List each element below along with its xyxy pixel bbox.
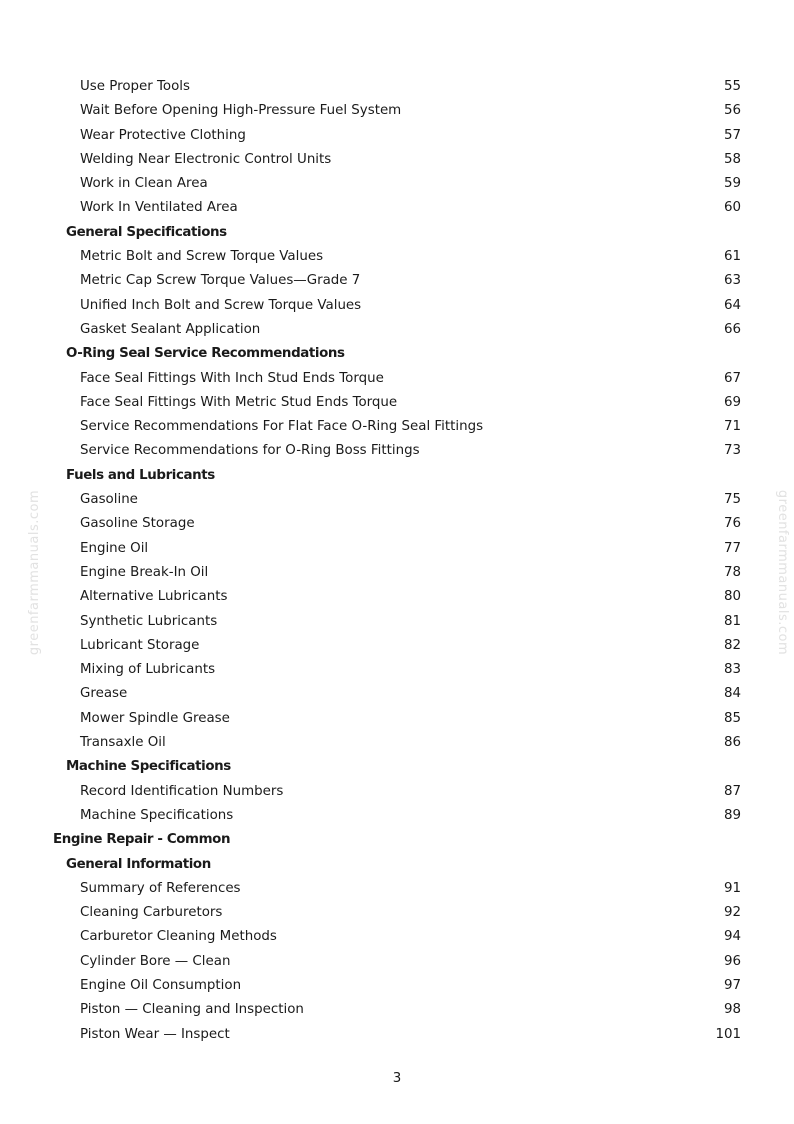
- toc-entry-title: Gasoline: [80, 492, 138, 508]
- toc-entry-title: Record Identification Numbers: [80, 783, 284, 799]
- toc-entry-title: Work In Ventilated Area: [80, 200, 238, 216]
- toc-entry[interactable]: [0, 75, 794, 99]
- toc-entry-page-number: 98: [723, 1002, 741, 1018]
- toc-entry[interactable]: [0, 124, 794, 148]
- toc-entry-page-number: 59: [723, 176, 741, 192]
- toc-entry-page-number: 85: [723, 710, 741, 726]
- toc-entry-page-number: 66: [723, 321, 741, 337]
- toc-entry-title: Grease: [80, 686, 128, 702]
- toc-entry-title: Lubricant Storage: [80, 637, 200, 653]
- toc-entry-page-number: 57: [723, 127, 741, 143]
- toc-entry-title: Wear Protective Clothing: [80, 127, 246, 143]
- toc-entry-title: Wait Before Opening High-Pressure Fuel System: [80, 103, 402, 119]
- toc-entry-page-number: 63: [723, 273, 741, 289]
- toc-entry-title: Welding Near Electronic Control Units: [80, 151, 332, 167]
- toc-entry[interactable]: [0, 780, 794, 804]
- toc-entry-page-number: 64: [723, 297, 741, 313]
- toc-section-heading[interactable]: [0, 853, 794, 877]
- toc-entry-title: Engine Break-In Oil: [80, 564, 209, 580]
- toc-entry-page-number: 56: [723, 103, 741, 119]
- toc-entry-title: Fuels and Lubricants: [66, 467, 215, 483]
- toc-entry[interactable]: [0, 391, 794, 415]
- toc-entry-page-number: 87: [723, 783, 741, 799]
- toc-entry-title: Carburetor Cleaning Methods: [80, 929, 277, 945]
- toc-entry[interactable]: [0, 367, 794, 391]
- toc-entry[interactable]: [0, 196, 794, 220]
- toc-entry-page-number: 97: [723, 977, 741, 993]
- toc-entry-title: Alternative Lubricants: [80, 589, 228, 605]
- toc-entry-page-number: 82: [723, 637, 741, 653]
- toc-entry[interactable]: [0, 245, 794, 269]
- toc-entry-page-number: 94: [723, 929, 741, 945]
- toc-entry[interactable]: [0, 634, 794, 658]
- toc-section-heading[interactable]: [0, 755, 794, 779]
- toc-entry-page-number: 91: [723, 880, 741, 896]
- toc-entry[interactable]: [0, 537, 794, 561]
- toc-entry-title: Mixing of Lubricants: [80, 662, 216, 678]
- toc-entry-title: Service Recommendations For Flat Face O-Ring Seal Fittings: [80, 419, 484, 435]
- toc-entry-page-number: 86: [723, 735, 741, 751]
- toc-entry[interactable]: [0, 877, 794, 901]
- toc-entry[interactable]: [0, 148, 794, 172]
- toc-section-heading[interactable]: [0, 221, 794, 245]
- toc-entry-title: Mower Spindle Grease: [80, 710, 230, 726]
- toc-entry[interactable]: [0, 585, 794, 609]
- toc-entry[interactable]: [0, 950, 794, 974]
- toc-entry-title: Engine Oil: [80, 540, 149, 556]
- toc-entry[interactable]: [0, 974, 794, 998]
- toc-entry-title: O-Ring Seal Service Recommendations: [66, 346, 345, 362]
- toc-entry-page-number: 77: [723, 540, 741, 556]
- toc-entry-title: Engine Repair - Common: [53, 832, 231, 848]
- toc-entry-title: Piston Wear — Inspect: [80, 1026, 230, 1042]
- toc-entry[interactable]: [0, 439, 794, 463]
- toc-entry-page-number: 71: [723, 419, 741, 435]
- toc-entry[interactable]: [0, 99, 794, 123]
- toc-entry-page-number: 55: [723, 79, 741, 94]
- toc-entry-title: General Information: [66, 856, 211, 872]
- toc-entry-title: Service Recommendations for O-Ring Boss Fittings: [80, 443, 420, 459]
- toc-entry-title: Gasoline Storage: [80, 516, 195, 532]
- toc-entry-page-number: 96: [723, 953, 741, 969]
- toc-entry-page-number: 73: [723, 443, 741, 459]
- toc-entry-title: Synthetic Lubricants: [80, 613, 218, 629]
- toc-entry-title: Use Proper Tools: [80, 79, 191, 94]
- toc-entry[interactable]: [0, 512, 794, 536]
- toc-entry-title: Face Seal Fittings With Inch Stud Ends Torque: [80, 370, 384, 386]
- toc-entry[interactable]: [0, 318, 794, 342]
- toc-entry-page-number: 60: [723, 200, 741, 216]
- toc-entry[interactable]: [0, 707, 794, 731]
- toc-entry-page-number: 69: [723, 394, 741, 410]
- toc-entry-page-number: 75: [723, 492, 741, 508]
- toc-entry[interactable]: [0, 925, 794, 949]
- toc-entry-title: Metric Bolt and Screw Torque Values: [80, 249, 324, 265]
- toc-entry[interactable]: [0, 488, 794, 512]
- toc-entry[interactable]: [0, 804, 794, 828]
- toc-entry-page-number: 76: [723, 516, 741, 532]
- watermark-left: greenfarmmanuals.com: [27, 489, 43, 656]
- toc-entry-page-number: 80: [723, 589, 741, 605]
- toc-entry-title: Gasket Sealant Application: [80, 321, 261, 337]
- toc-entry-page-number: 101: [715, 1026, 741, 1042]
- toc-entry-page-number: 89: [723, 807, 741, 823]
- toc-entry-title: General Specifications: [66, 224, 227, 240]
- toc-entry[interactable]: [0, 998, 794, 1022]
- toc-entry-title: Cleaning Carburetors: [80, 905, 223, 921]
- toc-entry[interactable]: [0, 682, 794, 706]
- toc-entry[interactable]: [0, 658, 794, 682]
- toc-entry[interactable]: [0, 269, 794, 293]
- toc-entry-page-number: 84: [723, 686, 741, 702]
- toc-section-heading[interactable]: [0, 342, 794, 366]
- toc-entry[interactable]: [0, 901, 794, 925]
- toc-entry-page-number: 67: [723, 370, 741, 386]
- toc-entry-title: Face Seal Fittings With Metric Stud Ends Torque: [80, 394, 398, 410]
- toc-entry-page-number: 61: [723, 249, 741, 265]
- page-number: 3: [392, 1071, 402, 1086]
- toc-entry-title: Work in Clean Area: [80, 176, 208, 192]
- toc-entry[interactable]: [0, 610, 794, 634]
- toc-entry-title: Machine Specifications: [80, 807, 234, 823]
- toc-entry-page-number: 92: [723, 905, 741, 921]
- toc-entry-title: Metric Cap Screw Torque Values—Grade 7: [80, 273, 361, 289]
- toc-entry-title: Piston — Cleaning and Inspection: [80, 1002, 304, 1018]
- toc-entry[interactable]: [0, 172, 794, 196]
- toc-entry-title: Machine Specifications: [66, 759, 231, 775]
- toc-entry[interactable]: [0, 294, 794, 318]
- toc-entry[interactable]: [0, 731, 794, 755]
- toc-entry[interactable]: [0, 1023, 794, 1047]
- toc-entry-title: Unified Inch Bolt and Screw Torque Values: [80, 297, 362, 313]
- toc-entry[interactable]: [0, 415, 794, 439]
- toc-entry-title: Engine Oil Consumption: [80, 977, 242, 993]
- toc-entry-page-number: 58: [723, 151, 741, 167]
- toc-entry-title: Cylinder Bore — Clean: [80, 953, 231, 969]
- toc-chapter-heading[interactable]: [0, 828, 794, 852]
- toc-entry-page-number: 81: [723, 613, 741, 629]
- toc-entry-title: Summary of References: [80, 880, 241, 896]
- toc-entry-page-number: 83: [723, 662, 741, 678]
- watermark-right: greenfarmmanuals.com: [775, 489, 791, 656]
- toc-entry[interactable]: [0, 561, 794, 585]
- toc-entry-title: Transaxle Oil: [80, 735, 166, 751]
- table-of-contents: [0, 75, 794, 1047]
- toc-section-heading[interactable]: [0, 464, 794, 488]
- toc-entry-page-number: 78: [723, 564, 741, 580]
